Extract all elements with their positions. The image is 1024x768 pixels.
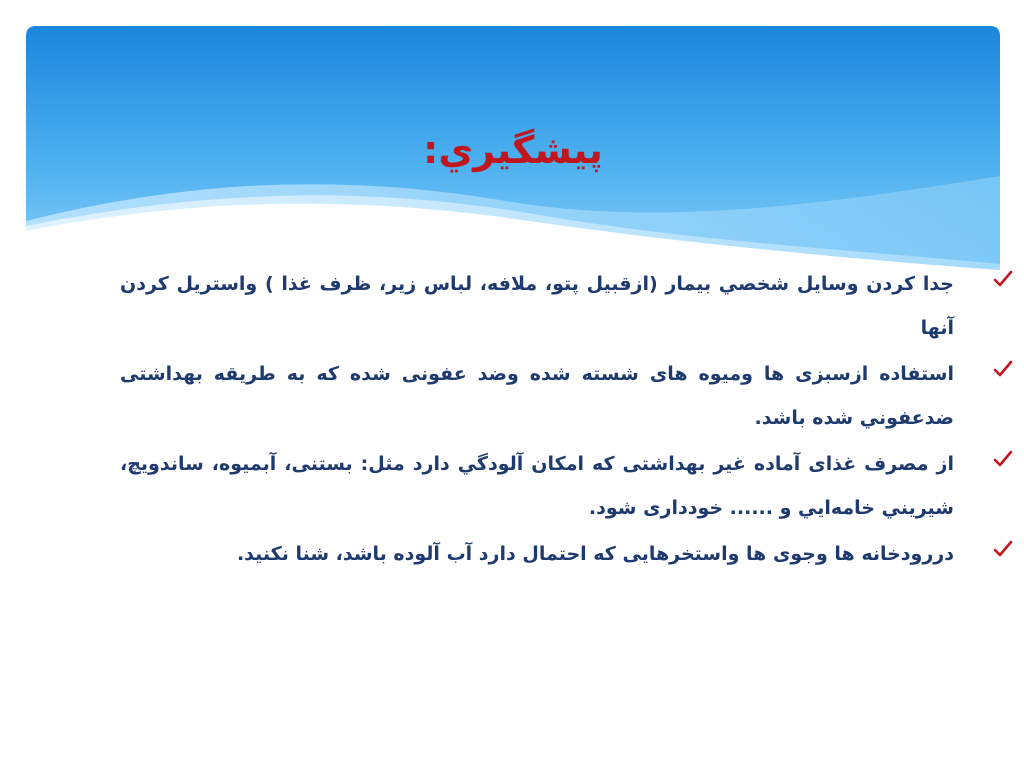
list-item [120, 352, 1020, 440]
slide-title: پیشگيري: [423, 128, 603, 172]
checkmark-icon [992, 448, 1014, 470]
checkmark-icon [992, 268, 1014, 290]
bullet-list [120, 262, 1020, 578]
bullet-text: دررودخانه ها وجوی ها واستخرهايی كه احتمال دارد آب آلوده باشد، شنا نكنيد. [236, 543, 954, 565]
bullet-text: استفاده ازسبزی ها ومیوه های شسته شده وضد عفونی شده که به طریقه بهداشتی ضدعفوني شده باشد. [120, 363, 954, 429]
checkmark-icon [992, 538, 1014, 560]
bullet-text: از مصرف غذای آماده غیر بهداشتی که امکان آلودگي دارد مثل: بستنی، آبمیوه، ساندويچ، شيريني خامه‌ايي و ...... خودداری شود. [120, 453, 954, 519]
list-item [120, 442, 1020, 530]
checkmark-icon [992, 358, 1014, 380]
list-item [120, 262, 1020, 350]
list-item [120, 532, 1020, 576]
bullet-text: جدا كردن وسايل شخصي بيمار (ازقبيل پتو، ملافه، لباس زير، ظرف غذا ) واستريل كردن آنها [120, 273, 954, 339]
